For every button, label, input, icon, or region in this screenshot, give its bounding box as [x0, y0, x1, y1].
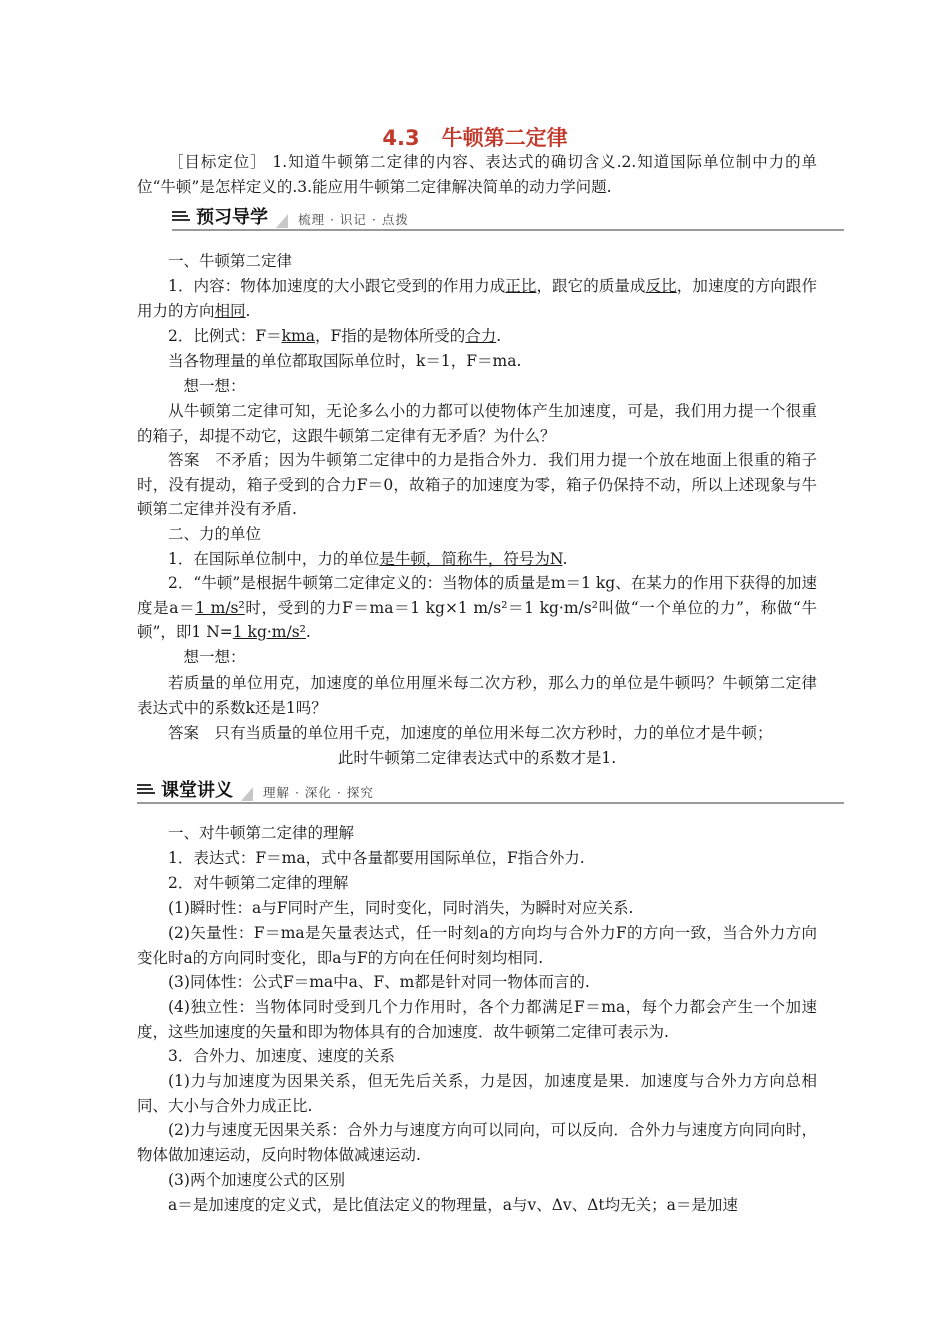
- heading-law: 一、牛顿第二定律: [168, 252, 293, 270]
- page-title: [0, 122, 950, 152]
- paragraph: (2)力与速度无因果关系：合外力与速度方向可以同向，可以反向．合外力与速度方向同向时，物体做加速运动，反向时物体做减速运动.: [137, 1121, 817, 1164]
- paragraph: 3．合外力、加速度、速度的关系: [168, 1047, 395, 1065]
- answer: 答案 不矛盾；因为牛顿第二定律中的力是指合外力．我们用力提一个放在地面上很重的箱子时，没有提动，箱子受到的合力F＝0，故箱子的加速度为零，箱子仍保持不动，所以上述现象与牛顿第二定律并没有矛盾.: [137, 451, 817, 519]
- banner-subtitle: 理解 · 深化 · 探究: [263, 785, 374, 800]
- paragraph: (3)同体性：公式F＝ma中a、F、m都是针对同一物体而言的.: [168, 973, 590, 991]
- banner-label: 课堂讲义: [161, 780, 233, 801]
- answer-continued: 此时牛顿第二定律表达式中的系数才是1.: [337, 749, 617, 767]
- paragraph: 2．对牛顿第二定律的理解: [168, 874, 349, 892]
- think-label: 想一想：: [183, 377, 246, 395]
- paragraph: (2)矢量性：F＝ma是矢量表达式，任一时刻a的方向均与合外力F的方向一致，当合外力方向变化时a的方向同时变化，即a与F的方向在任何时刻均相同.: [137, 924, 817, 967]
- wedge-icon: [241, 787, 253, 801]
- question: 若质量的单位用克，加速度的单位用厘米每二次方秒，那么力的单位是牛顿吗？牛顿第二定律表达式中的系数k还是1吗？: [137, 674, 817, 717]
- think-label: 想一想：: [183, 648, 246, 666]
- section-title: 牛顿第二定律: [441, 126, 568, 150]
- banner-subtitle: 梳理 · 识记 · 点拨: [298, 212, 409, 227]
- stripes-icon: [137, 784, 155, 800]
- heading-unit: 二、力的单位: [168, 525, 262, 543]
- objectives: ［目标定位］ 1.知道牛顿第二定律的内容、表达式的确切含义.2.知道国际单位制中力的单位“牛顿”是怎样定义的.3.能应用牛顿第二定律解决简单的动力学问题.: [137, 153, 817, 196]
- paragraph: (3)两个加速度公式的区别: [168, 1171, 345, 1189]
- paragraph: (4)独立性：当物体同时受到几个力作用时，各个力都满足F＝ma，每个力都会产生一个加速度，这些加速度的矢量和即为物体具有的合加速度．故牛顿第二定律可表示为.: [137, 998, 817, 1041]
- divider: [137, 802, 844, 804]
- answer: 答案 只有当质量的单位用千克，加速度的单位用米每二次方秒时，力的单位才是牛顿；: [168, 724, 773, 742]
- question: 从牛顿第二定律可知，无论多么小的力都可以使物体产生加速度，可是，我们用力提一个很重的箱子，却提不动它，这跟牛顿第二定律有无矛盾？为什么？: [137, 402, 817, 445]
- heading-understanding: 一、对牛顿第二定律的理解: [168, 824, 355, 842]
- banner-lecture: [137, 778, 844, 804]
- section-number: 4.3: [382, 126, 420, 150]
- divider: [172, 229, 844, 231]
- wedge-icon: [276, 214, 288, 228]
- paragraph: a＝是加速度的定义式，是比值法定义的物理量，a与v、Δv、Δt均无关；a＝是加速: [168, 1196, 738, 1214]
- stripes-icon: [172, 211, 190, 227]
- paragraph-content: 1．内容：物体加速度的大小跟它受到的作用力成正比，跟它的质量成反比，加速度的方向跟作用力的方向相同.: [137, 277, 817, 320]
- banner-preview: [172, 205, 844, 231]
- paragraph-proportion: 2．比例式：F＝kma，F指的是物体所受的合力.: [168, 327, 502, 345]
- paragraph: (1)瞬时性：a与F同时产生，同时变化，同时消失，为瞬时对应关系.: [168, 899, 634, 917]
- paragraph-unit-1: 1．在国际单位制中，力的单位是牛顿，简称牛，符号为N.: [168, 550, 568, 568]
- paragraph: (1)力与加速度为因果关系，但无先后关系，力是因，加速度是果．加速度与合外力方向总相同、大小与合外力成正比.: [137, 1072, 817, 1115]
- paragraph-si-units: 当各物理量的单位都取国际单位时，k＝1，F＝ma.: [168, 352, 522, 370]
- paragraph: 1．表达式：F＝ma，式中各量都要用国际单位，F指合外力.: [168, 849, 585, 867]
- paragraph-unit-2: 2．“牛顿”是根据牛顿第二定律定义的：当物体的质量是m＝1 kg、在某力的作用下获得的加速度是a＝1 m/s²时，受到的力F＝ma＝1 kg×1 m/s²＝1 kg·m/s²叫做“一个单位的力”，称做“牛顿”，即1 N=1 kg·m/s².: [137, 574, 817, 642]
- banner-label: 预习导学: [196, 207, 268, 228]
